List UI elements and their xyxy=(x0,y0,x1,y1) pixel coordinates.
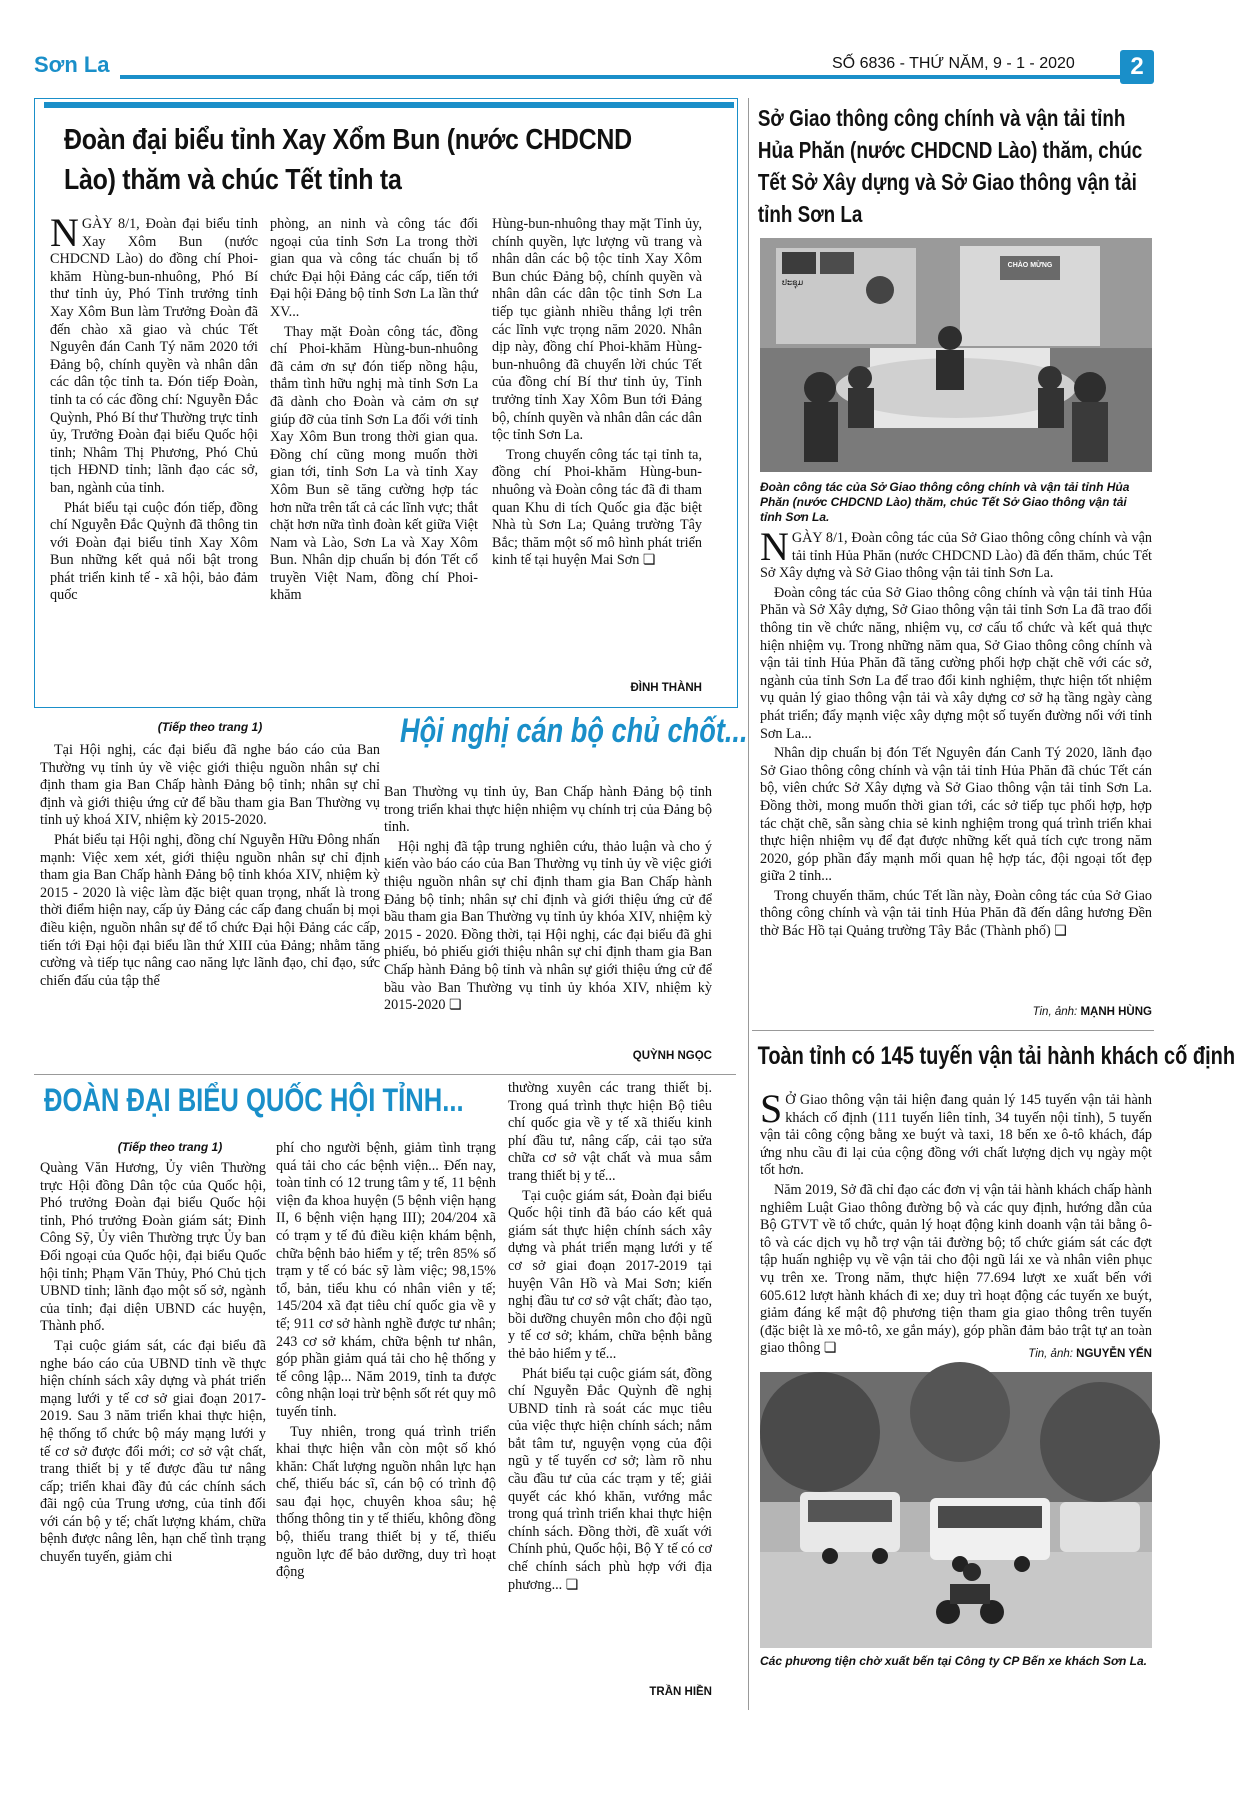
paragraph: Phát biểu tại cuộc đón tiếp, đồng chí Nguyễn Đắc Quỳnh đã thông tin với Đoàn đại biểu tỉnh Xay Xôm Bun những kết quả nổi bật trong phát triển kinh tế - xã hội, bảo đảm quốc xyxy=(50,499,258,604)
paragraph: Năm 2019, Sở đã chỉ đạo các đơn vị vận tải hành khách chấp hành nghiêm Luật Giao thông đường bộ và các quy định, hướng dẫn của Bộ GTVT về tổ chức, quản lý hoạt động kinh doanh vận tải bằng ô-tô và các dịch vụ hỗ trợ vận tải đường bộ; tổ chức giám sát các đợt tập huấn nghiệp vụ về vận tải cho đội ngũ lái xe và nhân viên phục vụ trên xe. Trong năm, thực hiện 77.694 lượt xe xuất bến với 605.612 lượt hành khách đi xe; duy trì hoạt động các tuyến xe buýt, giảm đáng kể mật độ phương tiện tham gia giao thông trên tuyến (đặc biệt là xe mô-tô, xe gắn máy), góp phần đảm bảo trật tự an toàn giao thông ❏ xyxy=(760,1181,1152,1357)
paragraph: Phát biểu tại cuộc giám sát, đồng chí Nguyễn Đắc Quỳnh đề nghị UBND tỉnh rà soát các mục tiêu của việc thực hiện chính sách; nắm bắt tâm tư, nguyện vọng của đội ngũ y tế tuyến cơ sở; làm rõ nhu cầu đầu tư của các trạm y tế; giải quyết các khó khăn, vướng mắc trong quá trình triển khai thực hiện chính sách. Đồng thời, đề xuất với Chính phủ, Quốc hội, Bộ Y tế có cơ chế chính sách phù hợp với địa phương... ❏ xyxy=(508,1365,712,1593)
meeting-photo-illustration xyxy=(760,238,1152,472)
paragraph: Tại cuộc giám sát, các đại biểu đã nghe báo cáo của UBND tỉnh về thực hiện chính sách xây dựng và phát triển mạng lưới y tế cơ sở giai đoạn 2017-2019. Sau 3 năm triển khai thực hiện, hệ thống tổ chức bộ máy mạng lưới y tế cơ sở được đổi mới; cơ sở vật chất, trang thiết bị y tế được đầu tư nâng cấp; triển khai đầy đủ các chính sách đãi ngộ của Trung ương, của tỉnh đối với cán bộ y tế; chất lượng khám, chữa bệnh được nâng lên, hạn chế tình trạng chuyển tuyến, giảm chi xyxy=(40,1337,266,1566)
byline-sgt xyxy=(760,1006,1152,1018)
headline-so-giao-thong: Sở Giao thông công chính và vận tải tỉnh Hủa Phăn (nước CHDCND Lào) thăm, chúc Tết Sở Xây dựng và Sở Giao thông vận tải tỉnh Sơn La xyxy=(757,105,1143,227)
paragraph: NGÀY 8/1, Đoàn công tác của Sở Giao thông công chính và vận tải tỉnh Hủa Phăn (nước CHDCND Lào) đã đến thăm, chúc Tết Sở Xây dựng và Sở Giao thông vận tải tỉnh Sơn La. xyxy=(760,524,1152,582)
hoinghi-col-2 xyxy=(384,784,712,1052)
paragraph: NGÀY 8/1, Đoàn đại biểu tỉnh Xay Xôm Bun (nước CHDCND Lào) do đồng chí Phoi-khăm Hùng-bun-nhuông, Phó Bí thư tỉnh ủy, Phó Tỉnh trưởng tỉnh Xay Xôm Bun làm Trưởng Đoàn đã đến chào xã giao và chúc Tết Nguyên đán Canh Tý năm 2020 tới Đảng bộ, chính quyền và nhân dân các dân tộc tỉnh ta. Đón tiếp Đoàn, tỉnh ta có các đồng chí: Nguyễn Đắc Quỳnh, Phó Bí thư Thường trực tỉnh ủy, Trưởng Đoàn đại biểu Quốc hội tỉnh; Nhâm Thị Phương, Phó Chủ tịch HĐND tỉnh; lãnh đạo các sở, ban, ngành của tỉnh. xyxy=(50,210,258,496)
doan-col-2 xyxy=(276,1140,496,1706)
byline-name: MẠNH HÙNG xyxy=(1080,1006,1152,1018)
photo-caption-bus: Các phương tiện chờ xuất bến tại Công ty CP Bến xe khách Sơn La. xyxy=(760,1654,1148,1668)
page-number: 2 xyxy=(1120,50,1154,84)
paragraph: thường xuyên các trang thiết bị. Trong quá trình thực hiện Bộ tiêu chí quốc gia về y tế xã thiếu kinh phí đầu tư, nâng cấp, cải tạo sửa chữa cơ sở vật chất và mua sắm trang thiết bị y tế... xyxy=(508,1080,712,1184)
xay-col-3 xyxy=(492,216,702,680)
paragraph: SỞ Giao thông vận tải hiện đang quản lý 145 tuyến vận tải hành khách cố định (111 tuyến liên tỉnh, 34 tuyến nội tỉnh), 5 tuyến vận tải công cộng bằng xe buýt và taxi, 18 bến xe ô-tô khách, đáp ứng nhu cầu đi lại của cộng đồng với chất lượng dịch vụ ngày một tốt hơn. xyxy=(760,1086,1152,1179)
byline-bus xyxy=(760,1348,1152,1360)
headline-xay-xom-bun: Đoàn đại biểu tỉnh Xay Xổm Bun (nước CHDCND Lào) thăm và chúc Tết tỉnh ta xyxy=(64,124,632,196)
header-rule xyxy=(120,75,1120,79)
banner-right-text: CHÀO MỪNG xyxy=(1007,262,1053,269)
section-name: Sơn La xyxy=(34,52,110,77)
byline-doan: TRẦN HIỀN xyxy=(649,1686,712,1698)
section-divider xyxy=(752,1030,1154,1031)
paragraph: Hùng-bun-nhuông thay mặt Tỉnh ủy, chính quyền, lực lượng vũ trang và nhân dân các bộ tộc tỉnh Xay Xôm Bun chúc Đảng bộ, chính quyền và nhân dân các dân tộc tỉnh Sơn La tiếp tục giành nhiều thắng lợi trên các lĩnh vực trọng năm 2020. Nhân dịp này, đồng chí Phoi-khăm Hùng-bun-nhuông đã chuyển lời chúc Tết của đồng chí Bí thư tỉnh ủy, Tỉnh trưởng tỉnh Xay Xôm Bun tới Đảng bộ, chính quyền và nhân dân các dân tộc tỉnh Sơn La. xyxy=(492,216,702,444)
doan-col-3 xyxy=(508,1080,712,1680)
photo-caption-meeting: Đoàn công tác của Sở Giao thông công chính và vận tải tỉnh Hủa Phăn (nước CHDCND Lào) thăm, chúc Tết Sở Giao thông vận tải tỉnh Sơn La. xyxy=(760,480,1130,524)
paragraph: Tại cuộc giám sát, Đoàn đại biểu Quốc hội tỉnh đã báo cáo kết quả giám sát thực hiện chính sách xây dựng và phát triển mạng lưới y tế cơ sở giai đoạn 2017-2019 tại huyện Vân Hồ và Mai Sơn; kiến nghị đầu tư cơ sở vật chất; đào tạo, bồi dưỡng chuyên môn cho đội ngũ y tế cơ sở; khám, chữa bệnh bằng thẻ bảo hiểm y tế... xyxy=(508,1187,712,1362)
paragraph: Trong chuyến thăm, chúc Tết lần này, Đoàn công tác của Sở Giao thông công chính và vận tải tỉnh Hủa Phăn đã đến dâng hương Đền thờ Bác Hồ tại Quảng trường Tây Bắc (Thành phố) ❏ xyxy=(760,887,1152,940)
byline-name: NGUYỄN YẾN xyxy=(1076,1348,1152,1360)
bus-station-photo xyxy=(760,1372,1152,1648)
paragraph: Tuy nhiên, trong quá trình triển khai thực hiện vẫn còn một số khó khăn: Chất lượng nguồn nhân lực hạn chế, thiếu bác sĩ, cán bộ có trình độ sau đại học, chuyên khoa sâu; hệ thống thông tin y tế thiếu, không đồng bộ, thiếu trang thiết bị y tế, thiếu nguồn lực để bảo dưỡng, duy trì hoạt động xyxy=(276,1423,496,1581)
xay-col-2 xyxy=(270,216,478,694)
paragraph: phí cho người bệnh, giảm tình trạng quá tải cho các bệnh viện... Đến nay, toàn tỉnh có 12 trung tâm y tế, 11 bệnh viện đa khoa huyện (5 bệnh viện hạng II, 6 bệnh viện hạng III); 204/204 xã có trạm y tế đủ điều kiện khám bệnh, chữa bệnh bảo hiểm y tế; trên 85% số trạm y tế có bác sỹ làm việc; 98,15% tổ, bản, tiểu khu có nhân viên y tế; 145/204 xã đạt tiêu chí quốc gia về y tế; 911 cơ sở hành nghề được tư nhân; 243 cơ sở khám, chữa bệnh tư nhân, góp phần giảm quá tải cho hệ thống y tế công lập... Năm 2019, tỉnh ta được công nhận loại trừ bệnh sốt rét quy mô tuyến tỉnh. xyxy=(276,1140,496,1420)
section-divider xyxy=(34,1074,736,1075)
doan-col-1 xyxy=(40,1160,266,1704)
banner-left-text: ປະຊຸມ xyxy=(782,278,804,287)
paragraph: phòng, an ninh và công tác đối ngoại của tỉnh Sơn La trong thời gian qua và công tác chuẩn bị tổ chức Đại hội Đảng các cấp, tiến tới Đại hội Đảng bộ tỉnh Sơn La lần thứ XV... xyxy=(270,216,478,320)
headline-bus: Toàn tỉnh có 145 tuyến vận tải hành khách cố định xyxy=(757,1042,1235,1070)
paragraph: Hội nghị đã tập trung nghiên cứu, thảo luận và cho ý kiến vào báo cáo của Ban Thường vụ tỉnh ủy về việc giới thiệu nguồn nhân sự chỉ định tham gia Ban Chấp hành Đảng bộ tỉnh; nhân sự chỉ định và giới thiệu ứng cử để bầu tham gia Ban Thường vụ tỉnh ủy khóa XIV, nhiệm kỳ 2015 - 2020. Đồng thời, tại Hội nghị, các đại biểu đã ghi phiếu, bỏ phiếu giới thiệu nhân sự chỉ định tham gia Ban Chấp hành Đảng bộ tỉnh và nhân sự giới thiệu ứng cử để bầu vào Ban Thường vụ tỉnh ủy khóa XIV, nhiệm kỳ 2015-2020 ❏ xyxy=(384,838,712,1014)
byline-xay: ĐÌNH THÀNH xyxy=(630,682,702,694)
continued-note: (Tiếp theo trang 1) xyxy=(117,1140,223,1154)
byline-hoinghi: QUỲNH NGỌC xyxy=(632,1050,712,1062)
paragraph: Ban Thường vụ tỉnh ủy, Ban Chấp hành Đảng bộ tỉnh trong triển khai thực hiện nhiệm vụ chính trị của Đảng bộ tỉnh. xyxy=(384,784,712,836)
headline-doan-dai-bieu: ĐOÀN ĐẠI BIỂU QUỐC HỘI TỈNH... xyxy=(44,1082,464,1118)
continued-note: (Tiếp theo trang 1) xyxy=(157,720,263,734)
column-divider xyxy=(748,98,749,1710)
paragraph: Phát biểu tại Hội nghị, đồng chí Nguyễn Hữu Đông nhấn mạnh: Việc xem xét, giới thiệu nguồn nhân sự chỉ định tham gia Ban Chấp hành Đảng bộ tỉnh khóa XIV, nhiệm kỳ 2015 - 2020 là việc làm đặc biệt quan trọng, nhất là trong thời điểm hiện nay, cấp ủy Đảng các cấp đang chuẩn bị mọi điều kiện, nguồn nhân sự để tổ chức Đại hội Đảng các cấp, tiến tới Đại hội đại biểu lần thứ XIII của Đảng; nhằm tăng cường và tiếp tục nâng cao năng lực lãnh đạo, chỉ đạo, sức chiến đấu của tập thể xyxy=(40,831,380,989)
frame-accent-bar xyxy=(44,102,734,108)
meeting-photo xyxy=(760,238,1152,472)
paragraph: Quàng Văn Hương, Ủy viên Thường trực Hội đồng Dân tộc của Quốc hội, Phó trưởng Đoàn đại biểu Quốc hội tỉnh, Phó trưởng Đoàn giám sát; Đinh Công Sỹ, Ủy viên Thường trực Ủy ban Đối ngoại của Quốc hội, đại biểu Quốc hội tỉnh; Phạm Văn Thủy, Phó Chủ tịch UBND tỉnh; lãnh đạo một số sở, ngành của tỉnh; đại diện UBND các huyện, Thành phố. xyxy=(40,1160,266,1335)
headline-hoi-nghi: Hội nghị cán bộ chủ chốt... xyxy=(400,712,748,750)
byline-prefix: Tin, ảnh: xyxy=(1028,1348,1073,1360)
paragraph: Tại Hội nghị, các đại biểu đã nghe báo cáo của Ban Thường vụ tỉnh ủy về việc giới thiệu nguồn nhân sự chỉ định tham gia Ban Chấp hành Đảng bộ tỉnh; nhân sự chỉ định và giới thiệu ứng cử để bầu tham gia Ban Thường vụ tỉnh uỷ khoá XIV, nhiệm kỳ 2015-2020. xyxy=(40,742,380,829)
paragraph: Thay mặt Đoàn công tác, đồng chí Phoi-khăm Hùng-bun-nhuông đã cảm ơn sự đón tiếp nồng hậu, thắm tình hữu nghị mà tỉnh Sơn La đã dành cho Đoàn và cảm ơn sự giúp đỡ của tỉnh Sơn La đối với tỉnh Xay Xôm Bun trong thời gian qua. Đồng chí cũng mong muốn thời gian tới, tỉnh Sơn La và tỉnh Xay Xôm Bun sẽ tăng cường hợp tác hơn nữa trên tất cả các lĩnh vực; thắt chặt hơn nữa tình đoàn kết giữa Việt Nam và Lào, Sơn La và Xay Xôm Bun. Nhân dịp chuẩn bị đón Tết cổ truyền Việt Nam, đồng chí Phoi-khăm xyxy=(270,323,478,604)
byline-prefix: Tin, ảnh: xyxy=(1032,1006,1078,1018)
paragraph: Đoàn công tác của Sở Giao thông công chính và vận tải tỉnh Hủa Phăn và Sở Xây dựng, Sở Giao thông vận tải tỉnh Sơn La đã trao đổi thông tin về chức năng, nhiệm vụ, cơ cấu tổ chức và kết quả thực hiện nhiệm vụ. Trong những năm qua, Sở Giao thông công chính và vận tải tỉnh Hủa Phăn đã tăng cường phối hợp chặt chẽ với các sở, ngành của tỉnh Sơn La để trao đổi kinh nghiệm, thực hiện tốt nhiệm vụ quản lý giao thông vận tải và xây dựng cơ sở hạ tầng ngày càng phát triển; đẩy mạnh việc xây dựng một số tuyến đường nối với tỉnh Sơn La... xyxy=(760,584,1152,742)
paragraph: Trong chuyến công tác tại tỉnh ta, đồng chí Phoi-khăm Hùng-bun-nhuông và Đoàn công tác đã đi tham quan Khu di tích Quốc gia đặc biệt Nhà tù Sơn La; Quảng trường Tây Bắc; thăm một số mô hình phát triển kinh tế tại huyện Mai Sơn ❏ xyxy=(492,446,702,569)
sgt-body xyxy=(760,524,1152,986)
bus-station-illustration xyxy=(760,1372,1152,1648)
paragraph: Nhân dịp chuẩn bị đón Tết Nguyên đán Canh Tý 2020, lãnh đạo Sở Giao thông công chính và vận tải tỉnh Hủa Phăn đã chúc Tết cán bộ, viên chức Sở Xây dựng và Sở Giao thông vận tải tỉnh Sơn La. Đồng thời, mong muốn thời gian tới, các sở tiếp tục phối hợp, hợp tác chặt chẽ, sẵn sàng chia sẻ kinh nghiệm trong quá trình triển khai thực hiện nhiệm vụ để đạt được những kết quả tích cực trong năm 2020, góp phần đẩy mạnh mối quan hệ hợp tác, đội ngoại tốt đẹp giữa 2 tỉnh... xyxy=(760,745,1152,885)
issue-info: SỐ 6836 - THỨ NĂM, 9 - 1 - 2020 xyxy=(832,55,1075,72)
hoinghi-col-1 xyxy=(40,742,380,1068)
xay-col-1 xyxy=(50,210,258,694)
